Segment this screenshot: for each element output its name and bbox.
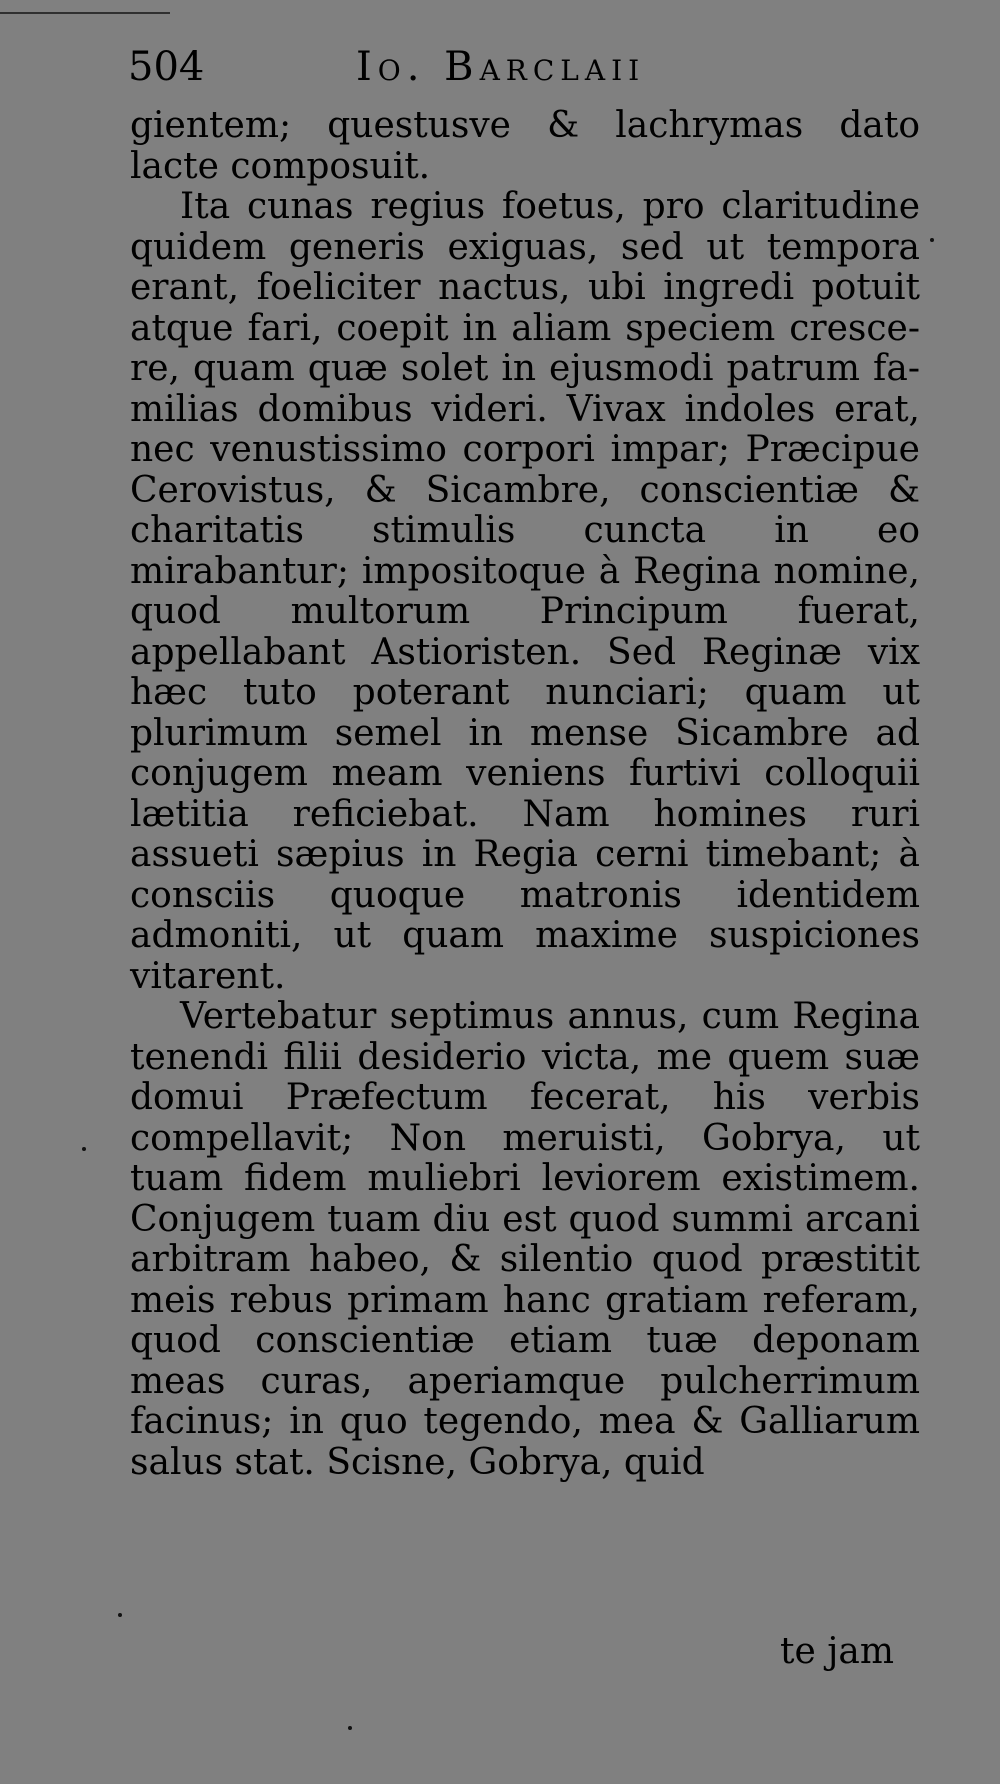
paragraph-continuation: gientem; questusve & lachrymas dato lacte composuit. [130, 105, 920, 187]
ink-speck [118, 1613, 122, 1617]
ink-speck [82, 1147, 86, 1151]
page-header [128, 42, 928, 92]
body-text [130, 106, 920, 1483]
ink-speck [348, 1726, 352, 1730]
paragraph: Ita cunas regius foetus, pro claritudine quidem generis exiguas, sed ut tempora erant, foeliciter nactus, ubi ingredi potuit atque fari, coepit in aliam speciem cresce- re, quam quæ solet in ejusmodi patrum fa- milias domibus videri. Vivax indoles erat, nec venustissimo corpori impar; Præcipue Cerovistus, & Sicambre, conscientiæ & charitatis stimulis cuncta in eo mirabantur; impositoque à Regina nomine, quod multorum Principum fuerat, appellabant Astioristen. Sed Reginæ vix hæc tuto poterant nunciari; quam ut plurimum semel in mense Sicambre ad conjugem meam veniens furtivi colloquii lætitia reficiebat. Nam homines ruri assueti sæpius in Regia cerni timebant; à consciis quoque matronis identidem admoniti, ut quam maxime suspiciones vitarent. [130, 186, 920, 997]
page-number: 504 [128, 44, 205, 90]
catchword: te jam [780, 1631, 894, 1672]
scan-edge-mark [0, 12, 170, 14]
running-head: Io. Barclaii [356, 44, 646, 90]
paragraph: Vertebatur septimus annus, cum Regina tenendi filii desiderio victa, me quem suæ domui Præfectum fecerat, his verbis compellavit; Non meruisti, Gobrya, ut tuam fidem muliebri leviorem existimem. Conjugem tuam diu est quod summi arcani arbitram habeo, & silentio quod præstitit meis rebus primam hanc gratiam referam, quod conscientiæ etiam tuæ deponam meas curas, aperiamque pulcherrimum facinus; in quo tegendo, mea & Galliarum salus stat. Scisne, Gobrya, quid [130, 996, 920, 1483]
ink-speck [930, 238, 934, 242]
